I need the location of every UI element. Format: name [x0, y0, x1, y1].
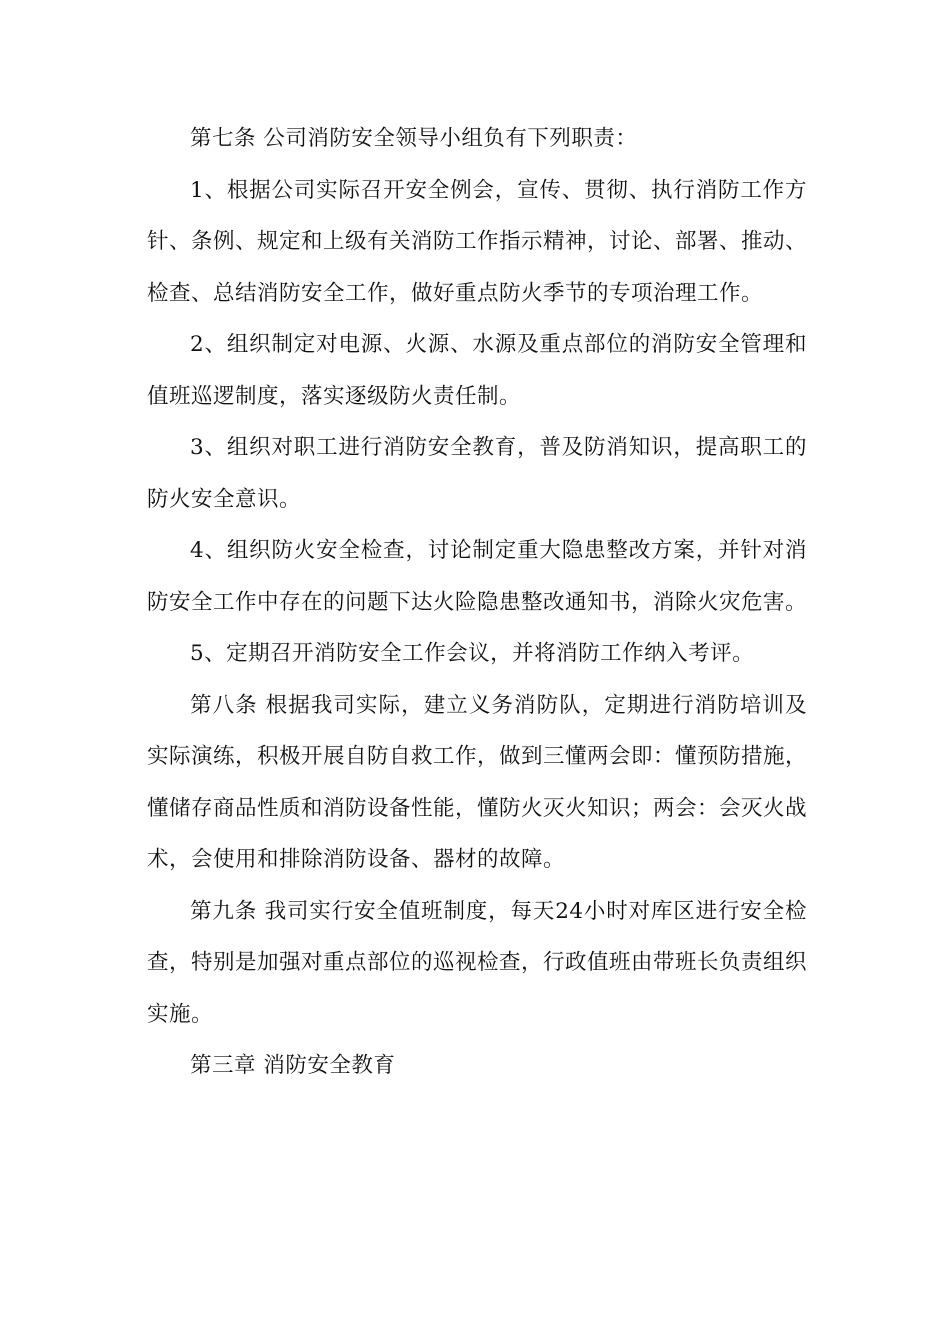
article-9: 第九条 我司实行安全值班制度，每天24小时对库区进行安全检查，特别是加强对重点部位的巡视检查，行政值班由带班长负责组织实施。 [147, 898, 808, 1027]
article-7-item-2: 2、组织制定对电源、火源、水源及重点部位的消防安全管理和值班巡逻制度，落实逐级防火责任制。 [147, 332, 807, 409]
article-7-item-4: 4、组织防火安全检查，讨论制定重大隐患整改方案，并针对消防安全工作中存在的问题下达火险隐患整改通知书，消除火灾危害。 [147, 538, 808, 615]
article-7-heading: 第七条 公司消防安全领导小组负有下列职责： [190, 126, 638, 151]
chapter-3-heading: 第三章 消防安全教育 [190, 1053, 396, 1078]
article-7-item-3: 3、组织对职工进行消防安全教育，普及防消知识，提高职工的防火安全意识。 [147, 435, 807, 512]
document-body [147, 113, 807, 1092]
article-7-item-1: 1、根据公司实际召开安全例会，宣传、贯彻、执行消防工作方针、条例、规定和上级有关消防工作指示精神，讨论、部署、推动、检查、总结消防安全工作，做好重点防火季节的专项治理工作。 [147, 177, 808, 306]
article-8: 第八条 根据我司实际，建立义务消防队，定期进行消防培训及实际演练，积极开展自防自救工作，做到三懂两会即：懂预防措施，懂储存商品性质和消防设备性能，懂防火灭火知识；两会：会灭火战术，会使用和排除消防设备、器材的故障。 [147, 692, 808, 872]
article-7-item-5: 5、定期召开消防安全工作会议，并将消防工作纳入考评。 [190, 641, 755, 666]
